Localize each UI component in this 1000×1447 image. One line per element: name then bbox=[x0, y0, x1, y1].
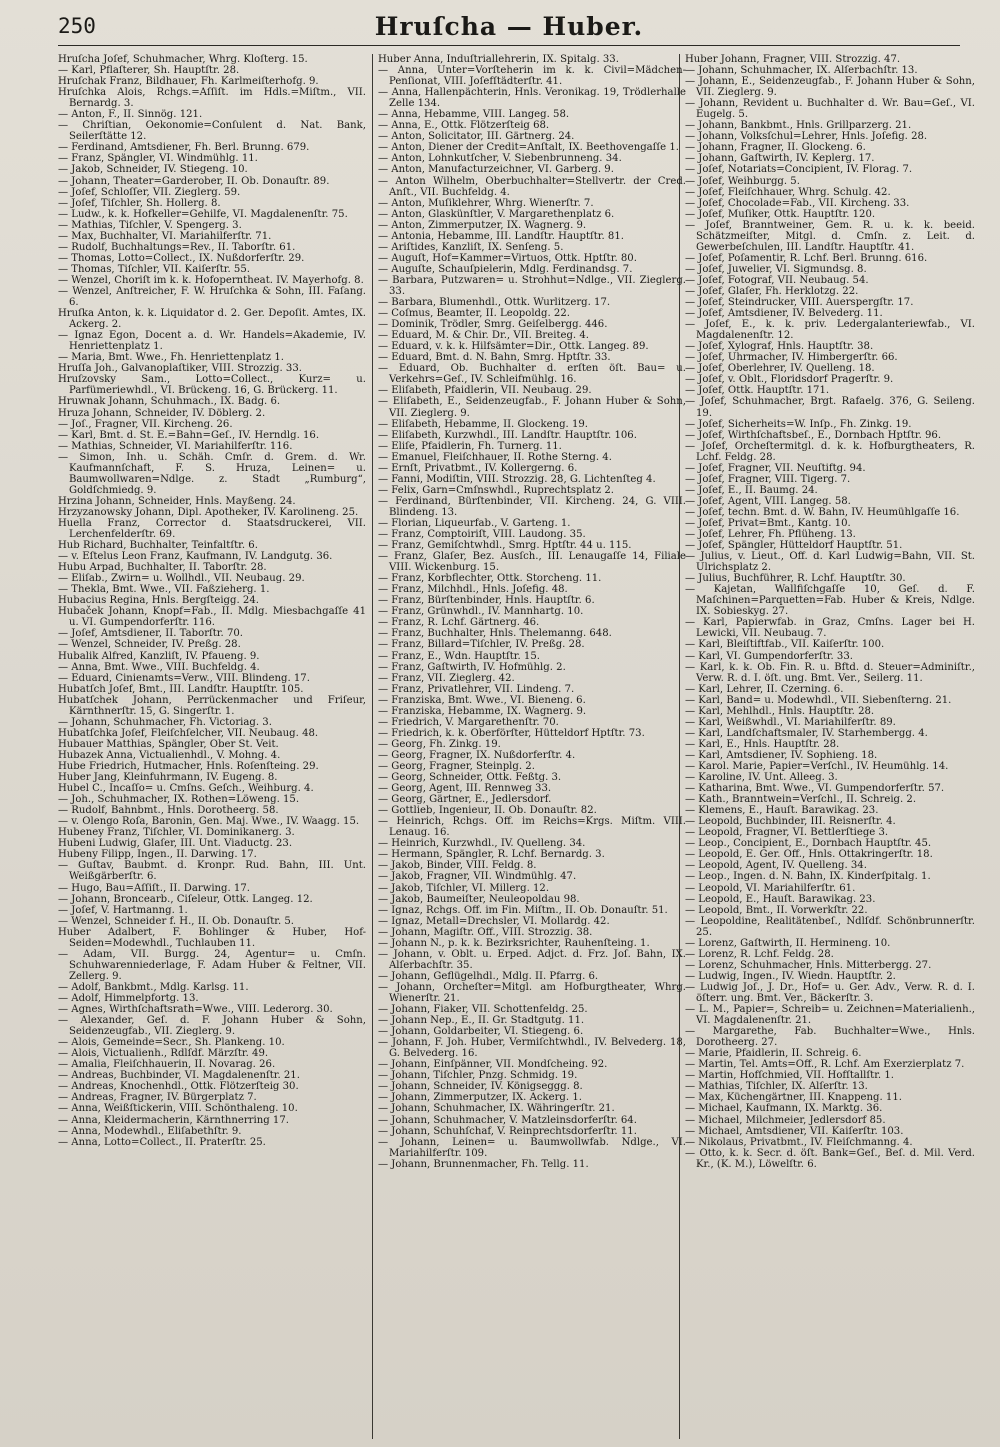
directory-entry: — Eliſabeth, Pfaidlerin, VII. Neubaug. 29. bbox=[378, 385, 592, 397]
directory-entry: — Karl, VI. Gumpendorferſtr. 33. bbox=[685, 650, 853, 662]
directory-entry: Hube Friedrich, Hutmacher, Hnls. Roſenſteing. 29. bbox=[58, 761, 319, 772]
directory-entry: — Johann, Brunnenmacher, Fh. Tellg. 11. bbox=[378, 1158, 589, 1170]
directory-entry: Hruſſa Joh., Galvanoplaſtiker, VIII. Strozzig. 33. bbox=[58, 363, 302, 375]
directory-entry: — Eliſe, Pfaidlerin, Fh. Turnerg. 11. bbox=[378, 440, 562, 452]
directory-entry: — Franz, Spängler, VI. Windmühlg. 11. bbox=[58, 153, 258, 165]
directory-entry: — Johann, Magiſtr. Off., VIII. Strozzig. 38. bbox=[378, 926, 593, 938]
directory-entry: — Johann, Volksſchul=Lehrer, Hnls. Joſefig. 28. bbox=[685, 131, 928, 143]
directory-entry: — Joſef, Lehrer, Fh. Pflüheng. 13. bbox=[685, 529, 856, 541]
directory-entry: — Nikolaus, Privatbmt., IV. Fleiſchmanng. 4. bbox=[685, 1136, 913, 1148]
directory-entry: Huber Anna, Induſtriallehrerin, IX. Spitalg. 33. bbox=[378, 54, 619, 65]
directory-entry: — Rudolf, Bahnbmt., Hnls. Dorotheerg. 58. bbox=[58, 805, 279, 817]
directory-entry: — Joſef, E., k. k. priv. Ledergalanteriewfab., VI. Magdalenenſtr. 12. bbox=[685, 319, 975, 342]
directory-entry: — Hermann, Spängler, R. Lchf. Bernardg. 3. bbox=[378, 849, 605, 861]
directory-entry: Hubel C., Incaſſo= u. Cmſns. Geſch., Weihburg. 4. bbox=[58, 783, 314, 795]
directory-entry: Hub Richard, Buchhalter, Teinfaltſtr. 6. bbox=[58, 540, 258, 552]
directory-entry: — Joſef, Schloſſer, VII. Zieglerg. 59. bbox=[58, 186, 241, 198]
directory-entry: — Leopold, E. Ger. Off., Hnls. Ottakringerſtr. 18. bbox=[685, 849, 933, 861]
directory-entry: — Wenzel, Schneider, IV. Preßg. 28. bbox=[58, 639, 241, 651]
directory-entry: — Karl, Papierwfab. in Graz, Cmſns. Lager bei H. Lewicki, VII. Neubaug. 7. bbox=[685, 617, 975, 640]
directory-entry: — Eduard, Cinienamts=Verw., VIII. Blindeng. 17. bbox=[58, 672, 310, 684]
directory-entry: — Franz, Korbflechter, Ottk. Storcheng. 11. bbox=[378, 573, 602, 585]
directory-entry: — Anna, Hallenpächterin, Hnls. Veronikag. 19, Trödlerhalle Zelle 134. bbox=[378, 87, 686, 110]
directory-entry: — Florian, Liqueurfab., V. Garteng. 1. bbox=[378, 517, 571, 529]
directory-entry: — Johann N., p. k. k. Bezirksrichter, Rauhenſteing. 1. bbox=[378, 937, 650, 949]
page-title: Hruſcha — Huber. bbox=[374, 12, 644, 41]
directory-entry: — Franz, Milchhdl., Hnls. Joſefig. 48. bbox=[378, 584, 568, 596]
directory-entry: — Adam, VII. Burgg. 24, Agentur= u. Cmſn. Schuhwarenniederlage, F. Adam Huber & Feltner, VII. Zellerg. 9. bbox=[58, 948, 366, 982]
directory-entry: — Heinrich, Rchgs. Off. im Reichs=Krgs. Miſtm. VIII. Lenaug. 16. bbox=[378, 816, 686, 839]
directory-entry: — Barbara, Putzwaren= u. Strohhut=Ndlge., VII. Zieglerg. 33. bbox=[378, 274, 686, 297]
directory-entry: — Joſef, Wirthſchaftsbeſ., E., Dornbach Hptſtr. 96. bbox=[685, 429, 942, 441]
directory-entry: Hubazek Anna, Victualienhdl., V. Mohng. 4. bbox=[58, 749, 281, 761]
directory-entry: — Joſef, Fotograf, VII. Neubaug. 54. bbox=[685, 274, 869, 286]
directory-entry: — Karl, Bleiſtiftfab., VII. Kaiſerſtr. 100. bbox=[685, 639, 885, 651]
directory-entry: — Johann, Revident u. Buchhalter d. Wr. Bau=Geſ., VI. Eugelg. 5. bbox=[685, 98, 975, 121]
directory-entry: — Lorenz, Gaſtwirth, II. Hermineng. 10. bbox=[685, 937, 891, 949]
directory-entry: — Franziska, Bmt. Wwe., VI. Bieneng. 6. bbox=[378, 694, 586, 706]
directory-entry: — Marie, Pfaidlerin, II. Schreig. 6. bbox=[685, 1048, 862, 1060]
directory-entry: — Johann, Orcheſter=Mitgl. am Hofburgtheater, Whrg. Wienerſtr. 21. bbox=[378, 981, 686, 1004]
directory-entry: — Johann, Schuhmacher, IX. Währingerſtr. 21. bbox=[378, 1103, 615, 1115]
directory-entry: — Michael, Kaufmann, IX. Marktg. 36. bbox=[685, 1103, 883, 1115]
directory-entry: — Johann, Tiſchler, Pnzg. Schmidg. 19. bbox=[378, 1070, 578, 1082]
directory-entry: — Felix, Garn=Cmſnswhdl., Ruprechtsplatz 2. bbox=[378, 484, 614, 496]
directory-entry: — Karl, E., Hnls. Hauptſtr. 28. bbox=[685, 738, 840, 750]
directory-entry: — Joſef, Ottk. Hauptſtr. 171. bbox=[685, 385, 830, 397]
directory-entry: — Joſef, Fleiſchhauer, Whrg. Schulg. 42. bbox=[685, 186, 891, 198]
directory-entry: — Leop., Concipient, E., Dornbach Hauptſtr. 45. bbox=[685, 838, 932, 850]
directory-entry: — Johann, Leinen= u. Baumwollwfab. Ndlge., VI. Mariahilferſtr. 109. bbox=[378, 1136, 686, 1159]
directory-entry: — Franz, Grünwhdl., IV. Mannhartg. 10. bbox=[378, 606, 584, 618]
directory-entry: — Anna, Unter=Vorſteherin im k. k. Civil=Mädchen-Penſionat, VIII. Joſefſtädterſtr. 41. bbox=[378, 65, 686, 88]
directory-entry: — Michael, Amtsdiener, VII. Kaiſerſtr. 103. bbox=[685, 1125, 904, 1137]
directory-entry: — Maria, Bmt. Wwe., Fh. Henriettenplatz 1. bbox=[58, 352, 284, 364]
directory-entry: — Mathias, Schneider, VI. Mariahilferſtr. 116. bbox=[58, 440, 293, 452]
directory-entry: — Karl, k. k. Ob. Fin. R. u. Bftd. d. Steuer=Adminiſtr., Verw. R. d. I. öſt. ung. Bmt. Ver., Seilerg. 11. bbox=[685, 661, 975, 684]
directory-entry: Hruſzovsky Sam., Lotto=Collect., Kurz= u. Parfümeriewhdl., VI. Brückeng. 16, G. Brückerg. 11. bbox=[58, 374, 366, 397]
directory-entry: — v. Eſtelus Leon Franz, Kaufmann, IV. Landgutg. 36. bbox=[58, 551, 333, 563]
directory-entry: Hubatſch Joſef, Bmt., III. Landſtr. Hauptſtr. 105. bbox=[58, 683, 304, 695]
directory-entry: — Anton, Manufacturzeichner, VI. Garberg. 9. bbox=[378, 164, 614, 176]
directory-entry: — Anton Wilhelm, Oberbuchhalter=Stellvertr. der Cred. Anſt., VII. Buchfeldg. 4. bbox=[378, 175, 686, 198]
directory-entry: — Auguſte, Schauſpielerin, Mdlg. Ferdinandsg. 7. bbox=[378, 263, 633, 275]
directory-entry: — Ludw., k. k. Hofkeller=Gehilfe, VI. Magdalenenſtr. 75. bbox=[58, 208, 348, 220]
directory-entry: — Thekla, Bmt. Wwe., VII. Faßzieherg. 1. bbox=[58, 584, 270, 596]
directory-entry: — Jakob, Binder, VIII. Feldg. 8. bbox=[378, 860, 537, 872]
directory-entry: — Barbara, Blumenhdl., Ottk. Wurlitzerg. 17. bbox=[378, 297, 611, 309]
directory-entry: — Johann, Zimmerputzer, IX. Ackerg. 1. bbox=[378, 1092, 582, 1104]
directory-entry: — Antonia, Hebamme, III. Landſtr. Hauptſtr. 81. bbox=[378, 230, 624, 242]
page-number: 250 bbox=[58, 14, 96, 38]
directory-entry: — Johann, Schuhmacher, V. Matzleinsdorferſtr. 64. bbox=[378, 1114, 637, 1126]
directory-entry: — Andreas, Buchbinder, VI. Magdalenenſtr. 21. bbox=[58, 1070, 300, 1082]
directory-entry: — Mathias, Tiſchler, V. Spengerg. 3. bbox=[58, 219, 242, 231]
directory-entry: — Johann, Goldarbeiter, VI. Stiegeng. 6. bbox=[378, 1026, 584, 1038]
directory-entry: — Otto, k. k. Secr. d. öſt. Bank=Geſ., Beſ. d. Mil. Verd. Kr., (K. M.), Löwelſtr. 6. bbox=[685, 1147, 975, 1170]
directory-entry: — Wenzel, Anſtreicher, F. W. Hruſchka & Sohn, III. Faſang. 6. bbox=[58, 285, 366, 309]
directory-entry: — Karl, Mehlhdl., Hnls. Hauptſtr. 28. bbox=[685, 705, 875, 717]
directory-entry: — Joſef, Agent, VIII. Langeg. 58. bbox=[685, 495, 851, 507]
directory-entry: — Johann, Bankbmt., Hnls. Grillparzerg. 21. bbox=[685, 120, 912, 132]
directory-entry: — Karl, Bmt. d. St. E.=Bahn=Geſ., IV. Herndlg. 16. bbox=[58, 429, 320, 441]
directory-entry: — Anna, Kleidermacherin, Kärnthnerring 17. bbox=[58, 1114, 289, 1126]
directory-entry: — Joſef, Privat=Bmt., Kantg. 10. bbox=[685, 517, 851, 529]
directory-entry: — Johann, Geflügelhdl., Mdlg. II. Pfarrg. 6. bbox=[378, 970, 599, 982]
directory-entry: — Anna, E., Ottk. Flötzerſteig 68. bbox=[378, 120, 550, 132]
directory-entry: — Georg, Fragner, Steinplg. 2. bbox=[378, 761, 535, 772]
directory-entry: — Joſef, v. Oblt., Floridsdorf Pragerſtr. 9. bbox=[685, 374, 894, 386]
directory-entry: — Kajetan, Wallfiſchgaſſe 10, Geſ. d. F. Maſchinen=Parquetten=Fab. Huber & Kreis, Ndlge. IX. Sobieskyg. 27. bbox=[685, 584, 975, 618]
directory-entry: — Auguſt, Hof=Kammer=Virtuos, Ottk. Hptſtr. 80. bbox=[378, 252, 637, 264]
column-left bbox=[58, 54, 366, 1439]
directory-entry: — Johann, E., Seidenzeugfab., F. Johann Huber & Sohn, VII. Zieglerg. 9. bbox=[685, 76, 975, 99]
directory-entry: Hubu Arpad, Buchhalter, II. Taborſtr. 28. bbox=[58, 562, 267, 574]
directory-entry: — Jakob, Baumeiſter, Neuleopoldau 98. bbox=[378, 893, 580, 905]
directory-entry: — Joſef, Fragner, VIII. Tigerg. 7. bbox=[685, 473, 851, 485]
directory-entry: Hrzina Johann, Schneider, Hnls. Mayßeng. 24. bbox=[58, 495, 296, 507]
directory-entry: — Eliſabeth, E., Seidenzeugfab., F. Johann Huber & Sohn, VII. Zieglerg. 9. bbox=[378, 396, 686, 419]
directory-entry: Hubacius Regina, Hnls. Bergſteigg. 24. bbox=[58, 595, 259, 607]
directory-entry: — Anton, F., II. Sinnög. 121. bbox=[58, 109, 203, 121]
directory-entry: — Anna, Bmt. Wwe., VIII. Buchfeldg. 4. bbox=[58, 661, 260, 673]
directory-entry: — Eliſabeth, Kurzwhdl., III. Landſtr. Hauptſtr. 106. bbox=[378, 429, 637, 441]
directory-entry: — Lorenz, Schuhmacher, Hnls. Mitterbergg. 27. bbox=[685, 959, 932, 971]
directory-entry: — Anna, Hebamme, VIII. Langeg. 58. bbox=[378, 109, 570, 121]
directory-entry: Huber Adalbert, F. Bohlinger & Huber, Hof-Seiden=Modewhdl., Tuchlauben 11. bbox=[58, 926, 366, 949]
directory-entry: — Eduard, Ob. Buchhalter d. erſten öſt. Bau= u. Verkehrs=Geſ., IV. Schleifmühlg. 16. bbox=[378, 363, 686, 386]
directory-entry: — Leopold, VI. Mariahilferſtr. 61. bbox=[685, 882, 856, 894]
directory-entry: Hubeny Filipp, Ingen., II. Darwing. 17. bbox=[58, 849, 257, 861]
directory-entry: — Ignaz, Rchgs. Off. im Fin. Miſtm., II. Ob. Donauſtr. 51. bbox=[378, 904, 668, 916]
directory-entry: — Joh., Schuhmacher, IX. Rothen=Löweng. 15. bbox=[58, 794, 300, 806]
directory-entry: — Chriſtian, Oekonomie=Conſulent d. Nat. Bank, Seilerſtätte 12. bbox=[58, 120, 366, 143]
directory-entry: — Ariſtides, Kanzliſt, IX. Senſeng. 5. bbox=[378, 241, 564, 253]
directory-entry: — Eduard, M. & Chir. Dr., VII. Breiteg. 4. bbox=[378, 330, 589, 342]
directory-entry: — Max, Küchengärtner, III. Knappeng. 11. bbox=[685, 1092, 902, 1104]
directory-entry: — Lorenz, R. Lchf. Feldg. 28. bbox=[685, 948, 834, 960]
directory-entry: — Martin, Tel. Amts=Off., R. Lchf. Am Exerzierplatz 7. bbox=[685, 1059, 965, 1071]
directory-entry: — Karl, Lehrer, II. Czerning. 6. bbox=[685, 683, 844, 695]
directory-entry: — Joſef, Weihburgg. 5. bbox=[685, 175, 800, 187]
directory-entry: — Eduard, v. k. k. Hilfsämter=Dir., Ottk. Langeg. 89. bbox=[378, 341, 649, 353]
directory-entry: — Joſef, techn. Bmt. d. W. Bahn, IV. Heumühlgaſſe 16. bbox=[685, 506, 960, 518]
directory-entry: Hubaček Johann, Knopf=Fab., II. Mdlg. Miesbachgaſſe 41 u. VI. Gumpendorferſtr. 116. bbox=[58, 606, 366, 629]
directory-entry: — Joſ., Fragner, VII. Kircheng. 26. bbox=[58, 418, 233, 430]
directory-entry: — Joſef, Muſiker, Ottk. Hauptſtr. 120. bbox=[685, 208, 876, 220]
directory-entry: — Guſtav, Baubmt. d. Kronpr. Rud. Bahn, III. Unt. Weißgärberſtr. 6. bbox=[58, 860, 366, 883]
directory-entry: — Joſef, Tiſchler, Sh. Hollerg. 8. bbox=[58, 197, 221, 209]
directory-entry: — Johann, Schuhmacher, Fh. Victoriag. 3. bbox=[58, 716, 272, 728]
directory-entry: — Anna, Modewhdl., Eliſabethſtr. 9. bbox=[58, 1125, 242, 1137]
directory-entry: — Amalia, Fleiſchhauerin, II. Novarag. 26. bbox=[58, 1059, 276, 1071]
directory-entry: — Joſef, Amtsdiener, IV. Belvederg. 11. bbox=[685, 308, 883, 320]
directory-entry: — Joſef, Amtsdiener, II. Taborſtr. 70. bbox=[58, 628, 243, 640]
directory-entry: Hruſchak Franz, Bildhauer, Fh. Karlmeiſterhofg. 9. bbox=[58, 76, 319, 88]
directory-entry: — Alois, Victualienh., Rdlſdf. Märzſtr. 49. bbox=[58, 1048, 269, 1060]
directory-entry: — Anton, Zimmerputzer, IX. Wagnerg. 9. bbox=[378, 219, 587, 231]
directory-entry: — Georg, Schneider, Ottk. Feßtg. 3. bbox=[378, 772, 562, 784]
directory-entry: — Joſef, Fragner, VII. Neuſtiftg. 94. bbox=[685, 462, 866, 474]
directory-entry: — Ignaz Egon, Docent a. d. Wr. Handels=Akademie, IV. Henriettenplatz 1. bbox=[58, 330, 366, 353]
directory-entry: — Joſef, Spängler, Hütteldorf Hauptſtr. 51. bbox=[685, 540, 903, 552]
directory-entry: — Ignaz, Metall=Drechsler, VI. Mollardg. 42. bbox=[378, 915, 610, 927]
directory-entry: — Franz, E., Wdn. Hauptſtr. 15. bbox=[378, 650, 540, 662]
directory-entry: — Agnes, Wirthſchaftsrath=Wwe., VIII. Lederorg. 30. bbox=[58, 1004, 333, 1016]
directory-entry: — Jakob, Tiſchler, VI. Millerg. 12. bbox=[378, 882, 550, 894]
directory-entry: Hruwnak Johann, Schuhmach., IX. Badg. 6. bbox=[58, 396, 281, 408]
directory-entry: — Emanuel, Fleiſchhauer, II. Rothe Sterng. 4. bbox=[378, 451, 612, 463]
directory-entry: — Mathias, Tiſchler, IX. Alſerſtr. 13. bbox=[685, 1081, 868, 1093]
directory-entry: — Johann Nep., E., II. Gr. Stadtgutg. 11. bbox=[378, 1015, 585, 1027]
directory-entry: — Franz, Comptoiriſt, VIII. Laudong. 35. bbox=[378, 529, 586, 541]
directory-entry: — Franz, Billard=Tiſchler, IV. Preßg. 28. bbox=[378, 639, 585, 651]
directory-entry: — Coſmus, Beamter, II. Leopoldg. 22. bbox=[378, 308, 570, 320]
directory-entry: — Gottlieb, Ingenieur, II. Ob. Donauſtr. 82. bbox=[378, 805, 597, 817]
directory-entry: Huella Franz, Corrector d. Staatsdruckerei, VII. Lerchenfelderſtr. 69. bbox=[58, 517, 366, 541]
directory-entry: — Anton, Muſiklehrer, Whrg. Wienerſtr. 7. bbox=[378, 197, 594, 209]
directory-entry: — Johann, Fragner, II. Glockeng. 6. bbox=[685, 142, 866, 154]
directory-entry: — Leopold, Bmt., II. Vorwerkſtr. 22. bbox=[685, 904, 868, 916]
directory-entry: — Georg, Fh. Zinkg. 19. bbox=[378, 738, 501, 750]
directory-entry: — Ferdinand, Bürſtenbinder, VII. Kircheng. 24, G. VIII. Blindeng. 13. bbox=[378, 495, 686, 518]
directory-entry: — Hugo, Bau=Aſſiſt., II. Darwing. 17. bbox=[58, 882, 250, 894]
directory-entry: — Joſef, Notariats=Concipient, IV. Florag. 7. bbox=[685, 164, 913, 176]
directory-entry: — Klemens, E., Hauſt. Barawikag. 23. bbox=[685, 805, 879, 817]
directory-entry: — Joſef, Uhrmacher, IV. Himbergerſtr. 66. bbox=[685, 352, 898, 364]
directory-entry: — Leopold, Fragner, VI. Bettlerſtiege 3. bbox=[685, 827, 889, 839]
directory-entry: — Joſef, Xylograf, Hnls. Hauptſtr. 38. bbox=[685, 341, 874, 353]
directory-entry: — Joſef, V. Hartmanng. 1. bbox=[58, 904, 188, 916]
directory-entry: — Michael, Milchmeier, Jedlersdorf 85. bbox=[685, 1114, 886, 1126]
directory-entry: — Wenzel, Choriſt im k. k. Hofoperntheat. IV. Mayerhofg. 8. bbox=[58, 274, 364, 286]
directory-entry: — Franz, Bürſtenbinder, Hnls. Hauptſtr. 6. bbox=[378, 595, 595, 607]
directory-entry: — Franz, Gaſtwirth, IV. Hofmühlg. 2. bbox=[378, 661, 566, 673]
directory-entry: — Ludwig Joſ., J. Dr., Hof= u. Ger. Adv., Verw. R. d. I. öſterr. ung. Bmt. Ver., Bäckerſtr. 3. bbox=[685, 981, 975, 1004]
directory-entry: — Joſef, Chocolade=Fab., VII. Kircheng. 33. bbox=[685, 197, 910, 209]
directory-entry: — v. Olengo Roſa, Baronin, Gen. Maj. Wwe., IV. Waagg. 15. bbox=[58, 816, 360, 828]
directory-entry: — Joſef, Branntweiner, Gem. R. u. k. k. beeid. Schätzmeiſter, Mitgl. d. Cmſn. z. Leit. d. Gewerbeſchulen, III. Landſtr. Hauptſtr. 41. bbox=[685, 219, 975, 253]
directory-entry: — Karl, Band= u. Modewhdl., VII. Siebenſterng. 21. bbox=[685, 694, 952, 706]
directory-entry: Huber Johann, Fragner, VIII. Strozzig. 47. bbox=[685, 54, 901, 65]
directory-entry: Hubeney Franz, Tiſchler, VI. Dominikanerg. 3. bbox=[58, 827, 295, 839]
directory-entry: — Johann, Broncearb., Ciſeleur, Ottk. Langeg. 12. bbox=[58, 893, 313, 905]
directory-entry: — Leopold, E., Hauſt. Barawikag. 23. bbox=[685, 893, 876, 905]
directory-entry: — Jakob, Fragner, VII. Windmühlg. 47. bbox=[378, 871, 577, 883]
directory-entry: — Joſef, Juwelier, VI. Sigmundsg. 8. bbox=[685, 263, 867, 275]
directory-entry: — Georg, Fragner, IX. Nußdorferſtr. 4. bbox=[378, 749, 576, 761]
directory-entry: — Andreas, Fragner, IV. Bürgerplatz 7. bbox=[58, 1092, 257, 1104]
directory-entry: — L. M., Papier=, Schreib= u. Zeichnen=Materialienh., VI. Magdalenenſtr. 21. bbox=[685, 1004, 975, 1027]
directory-entry: Hubauer Matthias, Spängler, Ober St. Veit. bbox=[58, 738, 279, 750]
directory-entry: — Anna, Lotto=Collect., II. Praterſtr. 25. bbox=[58, 1136, 266, 1148]
directory-entry: Hruſchka Alois, Rchgs.=Aſſiſt. im Hdls.=Miſtm., VII. Bernardg. 3. bbox=[58, 87, 366, 110]
directory-entry: — Fanni, Modiſtin, VIII. Strozzig. 28, G. Lichtenſteg 4. bbox=[378, 473, 656, 485]
header-rule bbox=[58, 45, 960, 46]
directory-entry: — Margarethe, Fab. Buchhalter=Wwe., Hnls. Dorotheerg. 27. bbox=[685, 1026, 975, 1049]
directory-entry: — Rudolf, Buchhaltungs=Rev., II. Taborſtr. 61. bbox=[58, 241, 296, 253]
directory-entry: — Johann, Schneider, IV. Königseggg. 8. bbox=[378, 1081, 583, 1093]
directory-entry: — Karl, Landſchaftsmaler, IV. Starhembergg. 4. bbox=[685, 727, 928, 739]
directory-entry: — Friedrich, V. Margarethenſtr. 70. bbox=[378, 716, 559, 728]
directory-entry: — Franz, Buchhalter, Hnls. Thelemanng. 648. bbox=[378, 628, 612, 640]
directory-entry: — Joſef, Sicherheits=W. Inſp., Fh. Zinkg. 19. bbox=[685, 418, 912, 430]
directory-entry: Hrzyzanowsky Johann, Dipl. Apotheker, IV. Karolineng. 25. bbox=[58, 506, 359, 518]
directory-entry: — Eliſab., Zwirn= u. Wollhdl., VII. Neubaug. 29. bbox=[58, 573, 305, 585]
directory-entry: — Anton, Diener der Credit=Anſtalt, IX. Beethovengaſſe 1. bbox=[378, 142, 679, 154]
directory-entry: — Joſef, Steindrucker, VIII. Auerspergſtr. 17. bbox=[685, 297, 914, 309]
directory-entry: — Georg, Gärtner, E., Jedlersdorf. bbox=[378, 794, 552, 806]
directory-entry: — Katharina, Bmt. Wwe., VI. Gumpendorferſtr. 57. bbox=[685, 783, 945, 795]
directory-entry: — Joſef, Orcheſtermitgl. d. k. k. Hofburgtheaters, R. Lchf. Feldg. 28. bbox=[685, 440, 975, 463]
directory-entry: Huber Jang, Kleinfuhrmann, IV. Eugeng. 8. bbox=[58, 772, 278, 784]
directory-entry: — Joſef, Poſamentir, R. Lchf. Berl. Brunng. 616. bbox=[685, 252, 928, 264]
directory-entry: — Leopold, Buchbinder, III. Reisnerſtr. 4. bbox=[685, 816, 896, 828]
directory-entry: — Adolf, Bankbmt., Mdlg. Karlsg. 11. bbox=[58, 981, 249, 993]
directory-entry: — Alexander, Geſ. d. F. Johann Huber & Sohn, Seidenzeugfab., VII. Zieglerg. 9. bbox=[58, 1015, 366, 1038]
directory-entry: Hubalik Alfred, Kanzliſt, IV. Pfaueng. 9. bbox=[58, 650, 260, 662]
directory-entry: — Friedrich, k. k. Oberförſter, Hütteldorf Hptſtr. 73. bbox=[378, 727, 645, 739]
directory-entry: — Karl, Amtsdiener, IV. Sophieng. 18. bbox=[685, 749, 878, 761]
directory-entry: Hubeni Ludwig, Glaſer, III. Unt. Viaductg. 23. bbox=[58, 838, 293, 850]
directory-entry: — Johann, Schuhmacher, IX. Alſerbachſtr. 13. bbox=[685, 65, 918, 77]
directory-entry: — Franz, Privatlehrer, VII. Lindeng. 7. bbox=[378, 683, 575, 695]
directory-entry: — Thomas, Lotto=Collect., IX. Nußdorferſtr. 29. bbox=[58, 252, 305, 264]
directory-entry: — Franz, Gemiſchtwhdl., Smrg. Hptſtr. 44 u. 115. bbox=[378, 540, 632, 552]
directory-entry: — Simon, Inh. u. Schäh. Cmſr. d. Grem. d. Wr. Kaufmannſchaft, F. S. Hruza, Leinen= u. Baumwollwaren=Ndlge. z. Stadt „Rumburg“, Goldſchmiedg. 9. bbox=[58, 451, 366, 496]
directory-entry: — Johann, Theater=Garderober, II. Ob. Donauſtr. 89. bbox=[58, 175, 330, 187]
directory-entry: — Anton, Solicitator, III. Gärtnerg. 24. bbox=[378, 131, 575, 143]
column-right bbox=[685, 54, 975, 1439]
directory-entry: — Joſef, Schuhmacher, Brgt. Rafaelg. 376, G. Seileng. 19. bbox=[685, 396, 975, 419]
directory-entry: — Karoline, IV. Unt. Alleeg. 3. bbox=[685, 772, 838, 784]
directory-entry: — Anton, Lohnkutſcher, V. Siebenbrunneng. 34. bbox=[378, 153, 622, 165]
column-divider bbox=[372, 54, 373, 1439]
directory-entry: — Anton, Glaskünſtler, V. Margarethenplatz 6. bbox=[378, 208, 615, 220]
directory-entry: — Joſef, Glaſer, Fh. Herklotzg. 22. bbox=[685, 285, 859, 297]
directory-entry: — Ernſt, Privatbmt., IV. Kollergerng. 6. bbox=[378, 462, 578, 474]
directory-entry: Hruſka Anton, k. k. Liquidator d. 2. Ger. Depoſit. Amtes, IX. Ackerg. 2. bbox=[58, 308, 366, 331]
directory-entry: — Ludwig, Ingen., IV. Wiedn. Hauptſtr. 2. bbox=[685, 970, 896, 982]
directory-entry: — Julius, Buchführer, R. Lchf. Hauptſtr. 30. bbox=[685, 573, 906, 585]
directory-entry: — Eduard, Bmt. d. N. Bahn, Smrg. Hptſtr. 33. bbox=[378, 352, 611, 364]
directory-entry: Hruza Johann, Schneider, IV. Döblerg. 2. bbox=[58, 407, 266, 419]
directory-entry: Hubatſchek Johann, Perrückenmacher und Friſeur, Kärnthnerſtr. 15, G. Singerſtr. 1. bbox=[58, 694, 366, 717]
page-header bbox=[58, 14, 960, 44]
directory-entry: Hubatſchka Joſef, Fleiſchſelcher, VII. Neubaug. 48. bbox=[58, 727, 319, 739]
directory-entry: — Anna, Weißſtickerin, VIII. Schönthaleng. 10. bbox=[58, 1103, 298, 1115]
directory-entry: — Alois, Gemeinde=Secr., Sh. Plankeng. 10. bbox=[58, 1037, 285, 1049]
column-middle bbox=[378, 54, 686, 1439]
directory-entry: — Franz, VII. Zieglerg. 42. bbox=[378, 672, 515, 684]
directory-entry: — Adolf, Himmelpfortg. 13. bbox=[58, 992, 199, 1004]
directory-entry: — Franziska, Hebamme, IX. Wagnerg. 9. bbox=[378, 705, 587, 717]
directory-entry: — Joſef, Oberlehrer, IV. Quelleng. 18. bbox=[685, 363, 875, 375]
directory-entry: — Joſef, E., II. Baumg. 24. bbox=[685, 484, 818, 496]
directory-entry: — Eliſabeth, Hebamme, II. Glockeng. 19. bbox=[378, 418, 589, 430]
directory-entry: — Johann, Schuhſchaf, V. Reinprechtsdorferſtr. 11. bbox=[378, 1125, 637, 1137]
directory-entry: — Karol. Marie, Papier=Verſchl., IV. Heumühlg. 14. bbox=[685, 761, 949, 772]
directory-entry: — Leopold, Agent, IV. Quelleng. 34. bbox=[685, 860, 867, 872]
directory-entry: — Leop., Ingen. d. N. Bahn, IX. Kinderſpitalg. 1. bbox=[685, 871, 931, 883]
directory-entry: — Thomas, Tiſchler, VII. Kaiſerſtr. 55. bbox=[58, 263, 250, 275]
directory-entry: — Karl, Pflaſterer, Sh. Hauptſtr. 28. bbox=[58, 65, 240, 77]
directory-entry: — Johann, Fiaker, VII. Schottenfeldg. 25. bbox=[378, 1004, 588, 1016]
directory-entry: — Ferdinand, Amtsdiener, Fh. Berl. Brunng. 679. bbox=[58, 142, 310, 154]
directory-entry: — Franz, R. Lchf. Gärtnerg. 46. bbox=[378, 617, 540, 629]
directory-entry: — Dominik, Trödler, Smrg. Geiſelbergg. 446. bbox=[378, 319, 608, 331]
directory-entry: — Julius, v. Lieut., Off. d. Karl Ludwig=Bahn, VII. St. Ulrichsplatz 2. bbox=[685, 551, 975, 574]
directory-entry: — Karl, Weißwhdl., VI. Mariahilferſtr. 89. bbox=[685, 716, 896, 728]
directory-entry: Hruſcha Joſef, Schuhmacher, Whrg. Kloſterg. 15. bbox=[58, 54, 308, 65]
directory-entry: — Georg, Agent, III. Rennweg 33. bbox=[378, 783, 552, 795]
directory-entry: — Jakob, Schneider, IV. Stiegeng. 10. bbox=[58, 164, 248, 176]
directory-entry: — Martin, Hofſchmied, VII. Hofſtallſtr. 1. bbox=[685, 1070, 894, 1082]
directory-entry: — Johann, v. Oblt. u. Erped. Adjct. d. Frz. Joſ. Bahn, IX. Alſerbachſtr. 35. bbox=[378, 948, 686, 971]
directory-entry: — Johann, F. Joh. Huber, Vermiſchtwhdl., IV. Belvederg. 18, G. Belvederg. 16. bbox=[378, 1037, 686, 1060]
directory-entry: — Johann, Gaſtwirth, IV. Keplerg. 17. bbox=[685, 153, 875, 165]
directory-entry: — Wenzel, Schneider f. H., II. Ob. Donauſtr. 5. bbox=[58, 915, 295, 927]
directory-entry: — Kath., Branntwein=Verſchl., II. Schreig. 2. bbox=[685, 794, 917, 806]
directory-entry: — Franz, Glaſer, Bez. Ausſch., III. Lenaugaſſe 14, Filiale VIII. Wickenburg. 15. bbox=[378, 551, 686, 574]
directory-entry: — Heinrich, Kurzwhdl., IV. Quelleng. 34. bbox=[378, 838, 586, 850]
directory-entry: — Andreas, Knochenhdl., Ottk. Flötzerſteig 30. bbox=[58, 1081, 299, 1093]
directory-entry: — Leopoldine, Realitätenbeſ., Ndlſdf. Schönbrunnerſtr. 25. bbox=[685, 915, 975, 938]
directory-entry: — Max, Buchhalter, VI. Mariahilferſtr. 71. bbox=[58, 230, 272, 242]
directory-entry: — Johann, Einſpänner, VII. Mondſcheing. 92. bbox=[378, 1059, 608, 1071]
